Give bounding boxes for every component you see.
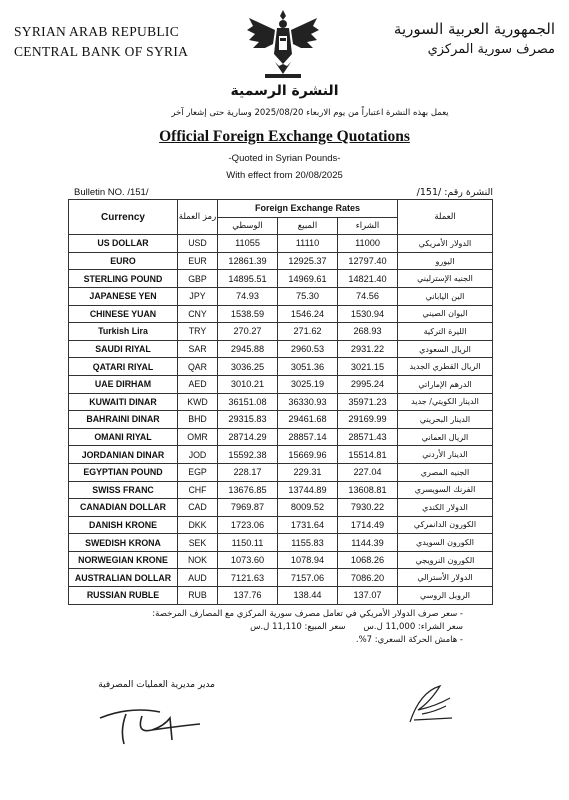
buy-rate: 28571.43 bbox=[338, 428, 398, 446]
currency-code: RUB bbox=[178, 587, 218, 605]
currency-name-ar: الدينار البحريني bbox=[398, 411, 493, 429]
mid-rate: 3036.25 bbox=[218, 358, 278, 376]
header-currency-ar: العملة bbox=[398, 200, 493, 235]
signatory-title-ar: مدير مديرية العمليات المصرفية bbox=[98, 680, 215, 690]
signature-right-icon bbox=[400, 672, 464, 736]
buy-rate: 1068.26 bbox=[338, 551, 398, 569]
sell-rate: 36330.93 bbox=[278, 393, 338, 411]
currency-name: CHINESE YUAN bbox=[69, 305, 178, 323]
currency-name-ar: الجنيه المصري bbox=[398, 463, 493, 481]
currency-code: CNY bbox=[178, 305, 218, 323]
header-en-line1: SYRIAN ARAB REPUBLIC bbox=[14, 24, 180, 39]
sell-rate: 14969.61 bbox=[278, 270, 338, 288]
table-row bbox=[69, 287, 493, 305]
currency-name: SWEDISH KRONA bbox=[69, 534, 178, 552]
note-margin: - هامش الحركة السعري: 7%. bbox=[355, 635, 463, 645]
currency-name-ar: الليرة التركية bbox=[398, 323, 493, 341]
sell-rate: 3025.19 bbox=[278, 375, 338, 393]
currency-name-ar: الريال القطري الجديد bbox=[398, 358, 493, 376]
mid-rate: 270.27 bbox=[218, 323, 278, 341]
buy-rate: 268.93 bbox=[338, 323, 398, 341]
mid-rate: 29315.83 bbox=[218, 411, 278, 429]
table-row bbox=[69, 235, 493, 253]
mid-rate: 1073.60 bbox=[218, 551, 278, 569]
header-sell-rate-ar: المبيع bbox=[278, 217, 338, 235]
bulletin-number-en: Bulletin NO. /151/ bbox=[74, 187, 149, 198]
note-buy-rate: سعر الشراء: 11,000 ل.س bbox=[363, 622, 463, 632]
sell-rate: 3051.36 bbox=[278, 358, 338, 376]
currency-name-ar: الدولار الكندي bbox=[398, 499, 493, 517]
buy-rate: 14821.40 bbox=[338, 270, 398, 288]
buy-rate: 11000 bbox=[338, 235, 398, 253]
mid-rate: 1723.06 bbox=[218, 516, 278, 534]
currency-name-ar: الروبل الروسي bbox=[398, 587, 493, 605]
buy-rate: 35971.23 bbox=[338, 393, 398, 411]
currency-code: KWD bbox=[178, 393, 218, 411]
header-en-line2: CENTRAL BANK OF SYRIA bbox=[14, 44, 189, 59]
header-foreign-exchange-rates: Foreign Exchange Rates bbox=[218, 200, 398, 218]
sell-rate: 7157.06 bbox=[278, 569, 338, 587]
table-row bbox=[69, 340, 493, 358]
mid-rate: 7121.63 bbox=[218, 569, 278, 587]
buy-rate: 29169.99 bbox=[338, 411, 398, 429]
table-row bbox=[69, 569, 493, 587]
mid-rate: 228.17 bbox=[218, 463, 278, 481]
mid-rate: 11055 bbox=[218, 235, 278, 253]
table-row bbox=[69, 463, 493, 481]
table-row bbox=[69, 375, 493, 393]
header-mid-rate-ar: الوسطي bbox=[218, 217, 278, 235]
table-row bbox=[69, 252, 493, 270]
currency-name-ar: اليورو bbox=[398, 252, 493, 270]
sell-rate: 15669.96 bbox=[278, 446, 338, 464]
currency-name: DANISH KRONE bbox=[69, 516, 178, 534]
currency-code: CHF bbox=[178, 481, 218, 499]
table-row bbox=[69, 411, 493, 429]
buy-rate: 137.07 bbox=[338, 587, 398, 605]
mid-rate: 36151.08 bbox=[218, 393, 278, 411]
header-ar-line1: الجمهورية العربية السورية bbox=[393, 20, 555, 38]
header-currency: Currency bbox=[69, 200, 178, 235]
currency-name-ar: الكورون الدانمركي bbox=[398, 516, 493, 534]
buy-rate: 2995.24 bbox=[338, 375, 398, 393]
currency-name: SAUDI RIYAL bbox=[69, 340, 178, 358]
currency-name-ar: الريال العماني bbox=[398, 428, 493, 446]
currency-code: SEK bbox=[178, 534, 218, 552]
currency-code: DKK bbox=[178, 516, 218, 534]
buy-rate: 74.56 bbox=[338, 287, 398, 305]
sell-rate: 29461.68 bbox=[278, 411, 338, 429]
currency-code: CAD bbox=[178, 499, 218, 517]
sell-rate: 13744.89 bbox=[278, 481, 338, 499]
header-currency-code-ar: رمز العملة bbox=[178, 200, 218, 235]
currency-code: USD bbox=[178, 235, 218, 253]
bulletin-number-ar: النشرة رقم: /151/ bbox=[416, 187, 493, 198]
mid-rate: 7969.87 bbox=[218, 499, 278, 517]
currency-code: JPY bbox=[178, 287, 218, 305]
buy-rate: 3021.15 bbox=[338, 358, 398, 376]
mid-rate: 2945.88 bbox=[218, 340, 278, 358]
sell-rate: 1078.94 bbox=[278, 551, 338, 569]
table-row bbox=[69, 270, 493, 288]
currency-code: TRY bbox=[178, 323, 218, 341]
sell-rate: 271.62 bbox=[278, 323, 338, 341]
notes-section bbox=[83, 608, 463, 647]
currency-code: BHD bbox=[178, 411, 218, 429]
table-row bbox=[69, 516, 493, 534]
buy-rate: 1144.39 bbox=[338, 534, 398, 552]
currency-code: EGP bbox=[178, 463, 218, 481]
mid-rate: 1538.59 bbox=[218, 305, 278, 323]
currency-code: QAR bbox=[178, 358, 218, 376]
sell-rate: 12925.37 bbox=[278, 252, 338, 270]
mid-rate: 1150.11 bbox=[218, 534, 278, 552]
buy-rate: 2931.22 bbox=[338, 340, 398, 358]
currency-name: UAE DIRHAM bbox=[69, 375, 178, 393]
syrian-eagle-emblem-icon bbox=[245, 4, 321, 84]
buy-rate: 1530.94 bbox=[338, 305, 398, 323]
currency-code: NOK bbox=[178, 551, 218, 569]
currency-name: STERLING POUND bbox=[69, 270, 178, 288]
mid-rate: 12861.39 bbox=[218, 252, 278, 270]
buy-rate: 12797.40 bbox=[338, 252, 398, 270]
sell-rate: 75.30 bbox=[278, 287, 338, 305]
currency-name: EURO bbox=[69, 252, 178, 270]
currency-name: KUWAITI DINAR bbox=[69, 393, 178, 411]
mid-rate: 137.76 bbox=[218, 587, 278, 605]
header-ar-line2: مصرف سورية المركزي bbox=[427, 42, 555, 57]
currency-name: US DOLLAR bbox=[69, 235, 178, 253]
sell-rate: 1155.83 bbox=[278, 534, 338, 552]
table-row bbox=[69, 393, 493, 411]
currency-name: AUSTRALIAN DOLLAR bbox=[69, 569, 178, 587]
table-row bbox=[69, 358, 493, 376]
signature-left-icon bbox=[90, 700, 210, 750]
quoted-in-note: -Quoted in Syrian Pounds- bbox=[228, 153, 341, 164]
mid-rate: 15592.38 bbox=[218, 446, 278, 464]
sell-rate: 138.44 bbox=[278, 587, 338, 605]
currency-name-ar: الكورون النرويجي bbox=[398, 551, 493, 569]
currency-name-ar: الكورون السويدي bbox=[398, 534, 493, 552]
buy-rate: 13608.81 bbox=[338, 481, 398, 499]
currency-name-ar: الدينار الأردني bbox=[398, 446, 493, 464]
currency-name: SWISS FRANC bbox=[69, 481, 178, 499]
sell-rate: 1546.24 bbox=[278, 305, 338, 323]
table-row bbox=[69, 323, 493, 341]
note-usd-rate: - سعر صرف الدولار الأمريكي في تعامل مصرف سورية المركزي مع المصارف المرخصة: bbox=[152, 609, 463, 619]
currency-name: BAHRAINI DINAR bbox=[69, 411, 178, 429]
document-title: Official Foreign Exchange Quotations bbox=[159, 128, 410, 145]
note-buy-sell-line bbox=[83, 621, 463, 634]
mid-rate: 74.93 bbox=[218, 287, 278, 305]
currency-name-ar: الدينار الكويتي/ جديد bbox=[398, 393, 493, 411]
currency-code: EUR bbox=[178, 252, 218, 270]
sell-rate: 8009.52 bbox=[278, 499, 338, 517]
table-row bbox=[69, 587, 493, 605]
currency-name-ar: الفرنك السويسري bbox=[398, 481, 493, 499]
effect-date-en: With effect from 20/08/2025 bbox=[226, 170, 343, 181]
currency-code: AUD bbox=[178, 569, 218, 587]
currency-name-ar: الدولار الأمريكي bbox=[398, 235, 493, 253]
mid-rate: 13676.85 bbox=[218, 481, 278, 499]
sell-rate: 2960.53 bbox=[278, 340, 338, 358]
mid-rate: 28714.29 bbox=[218, 428, 278, 446]
sell-rate: 11110 bbox=[278, 235, 338, 253]
currency-code: OMR bbox=[178, 428, 218, 446]
currency-name: Turkish Lira bbox=[69, 323, 178, 341]
table-row bbox=[69, 446, 493, 464]
currency-code: SAR bbox=[178, 340, 218, 358]
currency-name-ar: اليوان الصيني bbox=[398, 305, 493, 323]
sell-rate: 28857.14 bbox=[278, 428, 338, 446]
table-row bbox=[69, 551, 493, 569]
table-row bbox=[69, 481, 493, 499]
currency-name: EGYPTIAN POUND bbox=[69, 463, 178, 481]
buy-rate: 15514.81 bbox=[338, 446, 398, 464]
currency-name: JAPANESE YEN bbox=[69, 287, 178, 305]
currency-name-ar: الجنيه الإسترليني bbox=[398, 270, 493, 288]
currency-name: OMANI RIYAL bbox=[69, 428, 178, 446]
currency-code: AED bbox=[178, 375, 218, 393]
table-row bbox=[69, 305, 493, 323]
effect-date-ar: يعمل بهذه النشرة اعتباراً من يوم الاربعاء 2025/08/20 وسارية حتى إشعار آخر bbox=[171, 108, 449, 118]
currency-name-ar: الريال السعودي bbox=[398, 340, 493, 358]
currency-name-ar: الين الياباني bbox=[398, 287, 493, 305]
buy-rate: 1714.49 bbox=[338, 516, 398, 534]
sell-rate: 229.31 bbox=[278, 463, 338, 481]
currency-name: NORWEGIAN KRONE bbox=[69, 551, 178, 569]
currency-code: GBP bbox=[178, 270, 218, 288]
buy-rate: 7086.20 bbox=[338, 569, 398, 587]
currency-name-ar: الدولار الأسترالي bbox=[398, 569, 493, 587]
table-row bbox=[69, 428, 493, 446]
table-row bbox=[69, 534, 493, 552]
currency-name: RUSSIAN RUBLE bbox=[69, 587, 178, 605]
currency-name-ar: الدرهم الإماراتي bbox=[398, 375, 493, 393]
currency-name: QATARI RIYAL bbox=[69, 358, 178, 376]
sell-rate: 1731.64 bbox=[278, 516, 338, 534]
header-buy-rate-ar: الشراء bbox=[338, 217, 398, 235]
official-bulletin-title-ar: النشرة الرسمية bbox=[230, 83, 339, 99]
currency-code: JOD bbox=[178, 446, 218, 464]
mid-rate: 14895.51 bbox=[218, 270, 278, 288]
mid-rate: 3010.21 bbox=[218, 375, 278, 393]
buy-rate: 7930.22 bbox=[338, 499, 398, 517]
table-row bbox=[69, 499, 493, 517]
exchange-rates-table bbox=[68, 199, 493, 605]
buy-rate: 227.04 bbox=[338, 463, 398, 481]
note-sell-rate: سعر المبيع: 11,110 ل.س bbox=[250, 622, 346, 632]
currency-name: JORDANIAN DINAR bbox=[69, 446, 178, 464]
currency-name: CANADIAN DOLLAR bbox=[69, 499, 178, 517]
